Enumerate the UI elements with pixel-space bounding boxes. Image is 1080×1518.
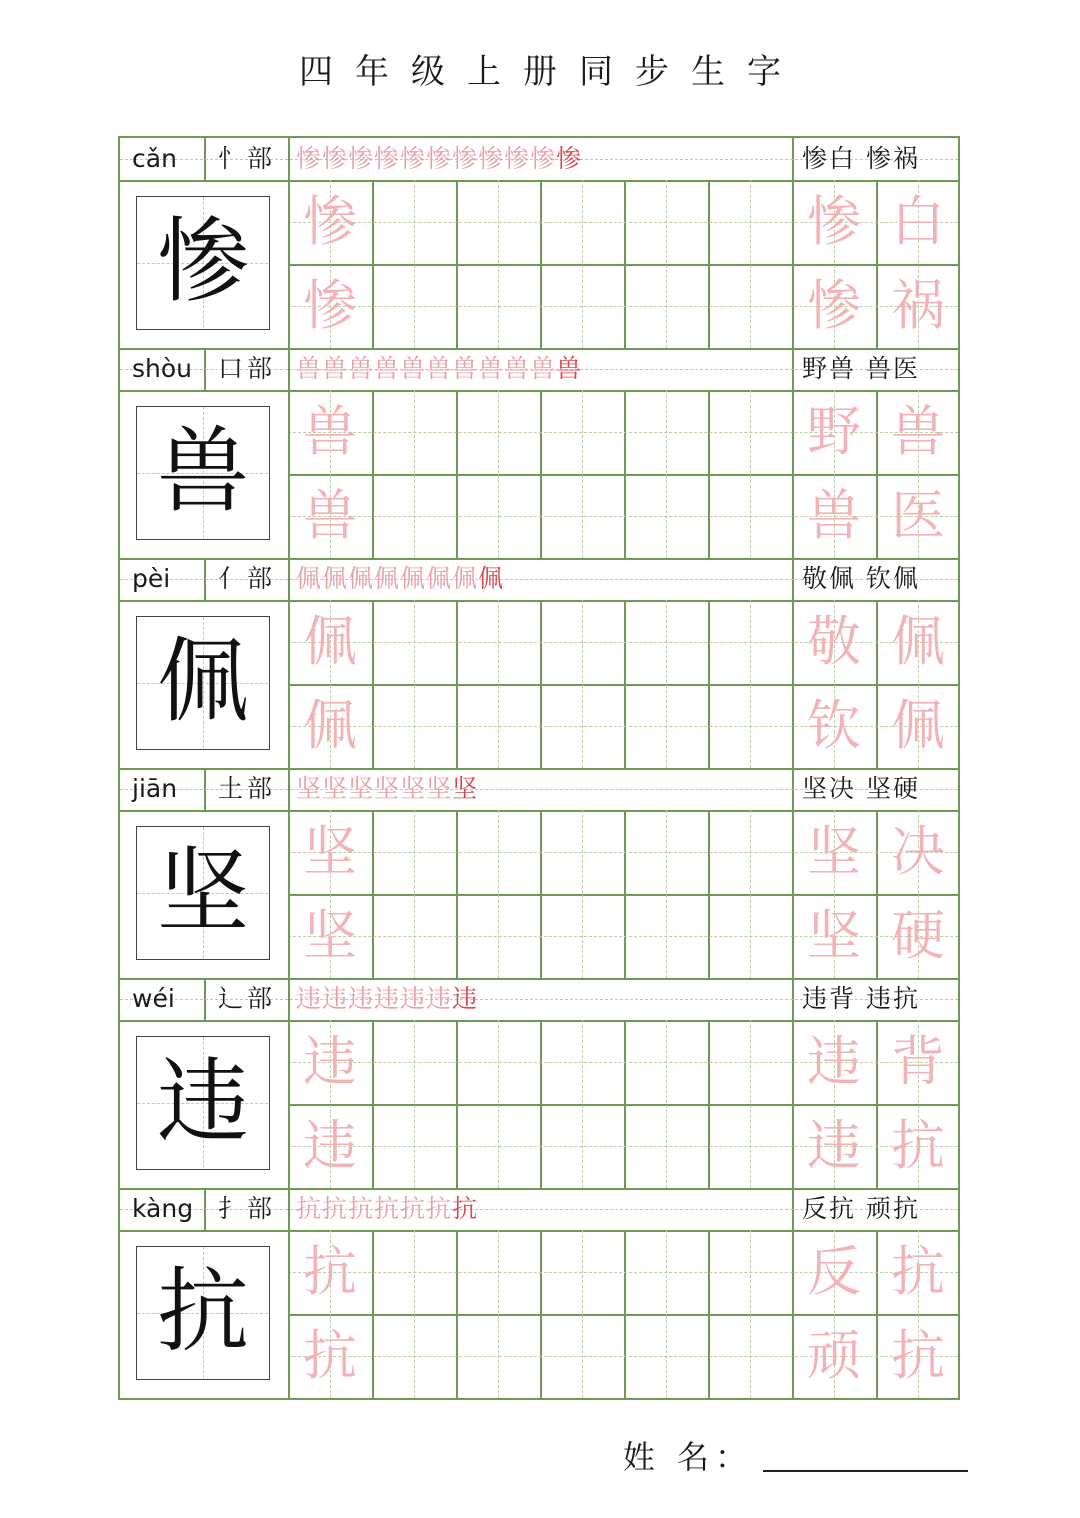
- trace-word-character: 决: [891, 820, 945, 883]
- character-box: [136, 406, 270, 540]
- writing-cell[interactable]: [372, 1020, 456, 1104]
- stroke-step: 兽: [296, 354, 323, 383]
- stroke-step: 违: [296, 984, 323, 1013]
- trace-word-character: 抗: [891, 1240, 945, 1303]
- stroke-step: 兽: [452, 354, 479, 383]
- example-words: 野兽 兽医: [802, 354, 920, 383]
- writing-cell[interactable]: [456, 180, 540, 264]
- stroke-step: 佩: [400, 564, 427, 593]
- trace-character: 惨: [303, 274, 357, 337]
- character-box: [136, 1246, 270, 1380]
- writing-cell[interactable]: [708, 894, 792, 978]
- writing-cell[interactable]: [708, 1020, 792, 1104]
- stroke-step: 佩: [322, 564, 349, 593]
- stroke-step: 惨: [530, 144, 557, 173]
- stroke-step: 惨: [504, 144, 531, 173]
- writing-cell[interactable]: [456, 894, 540, 978]
- stroke-step: 兽: [374, 354, 401, 383]
- left-column-line: [288, 558, 290, 768]
- character-block: [120, 348, 958, 558]
- writing-cell[interactable]: [456, 1314, 540, 1398]
- writing-cell[interactable]: [708, 474, 792, 558]
- example-words: 违背 违抗: [802, 984, 920, 1013]
- writing-cell[interactable]: [540, 390, 624, 474]
- stroke-step: 惨: [478, 144, 505, 173]
- main-character: 违: [156, 1048, 249, 1155]
- page-title: 四年级上册同步生字: [299, 52, 803, 92]
- writing-cell[interactable]: [456, 1104, 540, 1188]
- example-words: 反抗 顽抗: [802, 1194, 920, 1223]
- stroke-step: 抗: [322, 1194, 349, 1223]
- main-character: 抗: [156, 1258, 249, 1365]
- writing-cell[interactable]: [540, 1104, 624, 1188]
- writing-cell[interactable]: [540, 894, 624, 978]
- writing-cell[interactable]: [540, 180, 624, 264]
- writing-cell[interactable]: [540, 1314, 624, 1398]
- trace-character: 坚: [303, 820, 357, 883]
- stroke-step: 抗: [348, 1194, 375, 1223]
- left-column-line: [288, 348, 290, 558]
- trace-word-character: 顽: [807, 1324, 861, 1387]
- trace-word-character: 抗: [891, 1324, 945, 1387]
- writing-cell[interactable]: [372, 810, 456, 894]
- stroke-step: 佩: [296, 564, 323, 593]
- stroke-step: 惨: [296, 144, 323, 173]
- writing-cell[interactable]: [372, 894, 456, 978]
- trace-word-character: 坚: [807, 904, 861, 967]
- stroke-step: 坚: [452, 774, 479, 803]
- name-field[interactable]: [623, 1432, 968, 1478]
- stroke-step: 抗: [452, 1194, 479, 1223]
- trace-word-character: 背: [891, 1030, 945, 1093]
- writing-cell[interactable]: [624, 180, 708, 264]
- character-block: [120, 138, 958, 348]
- trace-word-character: 违: [807, 1114, 861, 1177]
- trace-word-character: 钦: [807, 694, 861, 757]
- stroke-step: 违: [426, 984, 453, 1013]
- writing-cell[interactable]: [624, 474, 708, 558]
- radical: 忄部: [218, 144, 277, 173]
- trace-character: 兽: [303, 484, 357, 547]
- trace-character: 惨: [303, 190, 357, 253]
- writing-cell[interactable]: [372, 474, 456, 558]
- trace-word-character: 佩: [891, 694, 945, 757]
- stroke-step: 违: [374, 984, 401, 1013]
- writing-cell[interactable]: [456, 684, 540, 768]
- stroke-step: 兽: [530, 354, 557, 383]
- radical: 口部: [218, 354, 277, 383]
- trace-character: 兽: [303, 400, 357, 463]
- stroke-order: [296, 1188, 478, 1230]
- writing-cell[interactable]: [708, 1104, 792, 1188]
- trace-character: 佩: [303, 694, 357, 757]
- writing-cell[interactable]: [372, 1230, 456, 1314]
- radical: 扌部: [218, 1194, 277, 1223]
- writing-cell[interactable]: [708, 264, 792, 348]
- writing-cell[interactable]: [708, 390, 792, 474]
- trace-word-character: 违: [807, 1030, 861, 1093]
- trace-word-character: 兽: [891, 400, 945, 463]
- stroke-step: 惨: [400, 144, 427, 173]
- name-blank-line[interactable]: [763, 1444, 968, 1472]
- trace-word-character: 野: [807, 400, 861, 463]
- stroke-step: 违: [400, 984, 427, 1013]
- stroke-step: 惨: [374, 144, 401, 173]
- stroke-order: [296, 768, 478, 810]
- radical: 亻部: [218, 564, 277, 593]
- trace-word-character: 惨: [807, 274, 861, 337]
- writing-cell[interactable]: [540, 1230, 624, 1314]
- stroke-step: 佩: [374, 564, 401, 593]
- stroke-step: 违: [348, 984, 375, 1013]
- trace-word-character: 医: [891, 484, 945, 547]
- writing-cell[interactable]: [624, 390, 708, 474]
- writing-cell[interactable]: [540, 684, 624, 768]
- stroke-order: [296, 138, 582, 180]
- writing-cell[interactable]: [540, 810, 624, 894]
- trace-word-character: 反: [807, 1240, 861, 1303]
- writing-cell[interactable]: [540, 264, 624, 348]
- stroke-step: 兽: [400, 354, 427, 383]
- main-character: 坚: [156, 838, 249, 945]
- writing-cell[interactable]: [708, 810, 792, 894]
- stroke-step: 惨: [556, 144, 583, 173]
- stroke-step: 兽: [426, 354, 453, 383]
- writing-cell[interactable]: [624, 810, 708, 894]
- writing-cell[interactable]: [624, 264, 708, 348]
- writing-cell[interactable]: [372, 180, 456, 264]
- character-block: [120, 768, 958, 978]
- writing-cell[interactable]: [456, 1230, 540, 1314]
- left-column-line: [288, 768, 290, 978]
- stroke-order: [296, 348, 582, 390]
- trace-word-character: 坚: [807, 820, 861, 883]
- main-character: 佩: [156, 628, 249, 735]
- trace-word-character: 惨: [807, 190, 861, 253]
- trace-word-character: 抗: [891, 1114, 945, 1177]
- left-column-line: [288, 978, 290, 1188]
- trace-character: 坚: [303, 904, 357, 967]
- stroke-step: 佩: [426, 564, 453, 593]
- main-character: 惨: [156, 208, 249, 315]
- trace-word-character: 佩: [891, 610, 945, 673]
- stroke-step: 违: [452, 984, 479, 1013]
- stroke-step: 坚: [400, 774, 427, 803]
- stroke-step: 抗: [374, 1194, 401, 1223]
- stroke-step: 抗: [426, 1194, 453, 1223]
- writing-cell[interactable]: [540, 474, 624, 558]
- writing-cell[interactable]: [372, 390, 456, 474]
- writing-cell[interactable]: [540, 1020, 624, 1104]
- character-block: [120, 1188, 958, 1398]
- radical: 辶部: [218, 984, 277, 1013]
- trace-character: 抗: [303, 1324, 357, 1387]
- stroke-step: 坚: [348, 774, 375, 803]
- writing-cell[interactable]: [456, 390, 540, 474]
- stroke-step: 坚: [322, 774, 349, 803]
- writing-cell[interactable]: [372, 1314, 456, 1398]
- example-words: 坚决 坚硬: [802, 774, 920, 803]
- character-box: [136, 1036, 270, 1170]
- character-box: [136, 616, 270, 750]
- writing-cell[interactable]: [624, 1020, 708, 1104]
- character-block: [120, 558, 958, 768]
- stroke-step: 违: [322, 984, 349, 1013]
- main-character: 兽: [156, 418, 249, 525]
- writing-cell[interactable]: [456, 474, 540, 558]
- writing-cell[interactable]: [624, 1314, 708, 1398]
- stroke-step: 佩: [452, 564, 479, 593]
- stroke-step: 兽: [556, 354, 583, 383]
- character-box: [136, 826, 270, 960]
- character-block: [120, 978, 958, 1188]
- pinyin: kàng: [132, 1194, 194, 1223]
- writing-cell[interactable]: [624, 600, 708, 684]
- stroke-order: [296, 978, 478, 1020]
- writing-cell[interactable]: [372, 684, 456, 768]
- trace-word-character: 硬: [891, 904, 945, 967]
- stroke-step: 坚: [426, 774, 453, 803]
- stroke-step: 兽: [478, 354, 505, 383]
- stroke-step: 抗: [296, 1194, 323, 1223]
- stroke-step: 惨: [348, 144, 375, 173]
- writing-cell[interactable]: [708, 1230, 792, 1314]
- writing-cell[interactable]: [708, 180, 792, 264]
- stroke-step: 佩: [348, 564, 375, 593]
- stroke-order: [296, 558, 504, 600]
- example-words: 惨白 惨祸: [802, 144, 920, 173]
- trace-word-character: 兽: [807, 484, 861, 547]
- writing-cell[interactable]: [708, 1314, 792, 1398]
- stroke-step: 坚: [374, 774, 401, 803]
- writing-cell[interactable]: [624, 1104, 708, 1188]
- character-box: [136, 196, 270, 330]
- trace-word-character: 祸: [891, 274, 945, 337]
- stroke-step: 抗: [400, 1194, 427, 1223]
- trace-word-character: 白: [891, 190, 945, 253]
- pinyin: jiān: [132, 774, 178, 803]
- left-column-line: [288, 138, 290, 348]
- writing-cell[interactable]: [456, 1020, 540, 1104]
- writing-cell[interactable]: [624, 1230, 708, 1314]
- writing-cell[interactable]: [372, 600, 456, 684]
- stroke-step: 兽: [348, 354, 375, 383]
- practice-grid: [118, 136, 960, 1400]
- trace-character: 违: [303, 1030, 357, 1093]
- pinyin: wéi: [132, 984, 175, 1013]
- writing-cell[interactable]: [456, 810, 540, 894]
- writing-cell[interactable]: [456, 600, 540, 684]
- writing-cell[interactable]: [624, 684, 708, 768]
- pinyin: cǎn: [132, 144, 177, 173]
- trace-character: 抗: [303, 1240, 357, 1303]
- stroke-step: 坚: [296, 774, 323, 803]
- trace-character: 佩: [303, 610, 357, 673]
- stroke-step: 兽: [322, 354, 349, 383]
- stroke-step: 惨: [322, 144, 349, 173]
- pinyin: pèi: [132, 564, 171, 593]
- name-label: 姓 名：: [622, 1438, 753, 1476]
- trace-character: 违: [303, 1114, 357, 1177]
- radical: 土部: [218, 774, 277, 803]
- left-column-line: [288, 1188, 290, 1398]
- writing-cell[interactable]: [708, 600, 792, 684]
- example-words: 敬佩 钦佩: [802, 564, 920, 593]
- writing-cell[interactable]: [624, 894, 708, 978]
- stroke-step: 兽: [504, 354, 531, 383]
- writing-cell[interactable]: [372, 1104, 456, 1188]
- writing-cell[interactable]: [372, 264, 456, 348]
- stroke-step: 惨: [426, 144, 453, 173]
- writing-cell[interactable]: [708, 684, 792, 768]
- stroke-step: 惨: [452, 144, 479, 173]
- writing-cell[interactable]: [540, 600, 624, 684]
- trace-word-character: 敬: [807, 610, 861, 673]
- writing-cell[interactable]: [456, 264, 540, 348]
- stroke-step: 佩: [478, 564, 505, 593]
- pinyin: shòu: [132, 354, 193, 383]
